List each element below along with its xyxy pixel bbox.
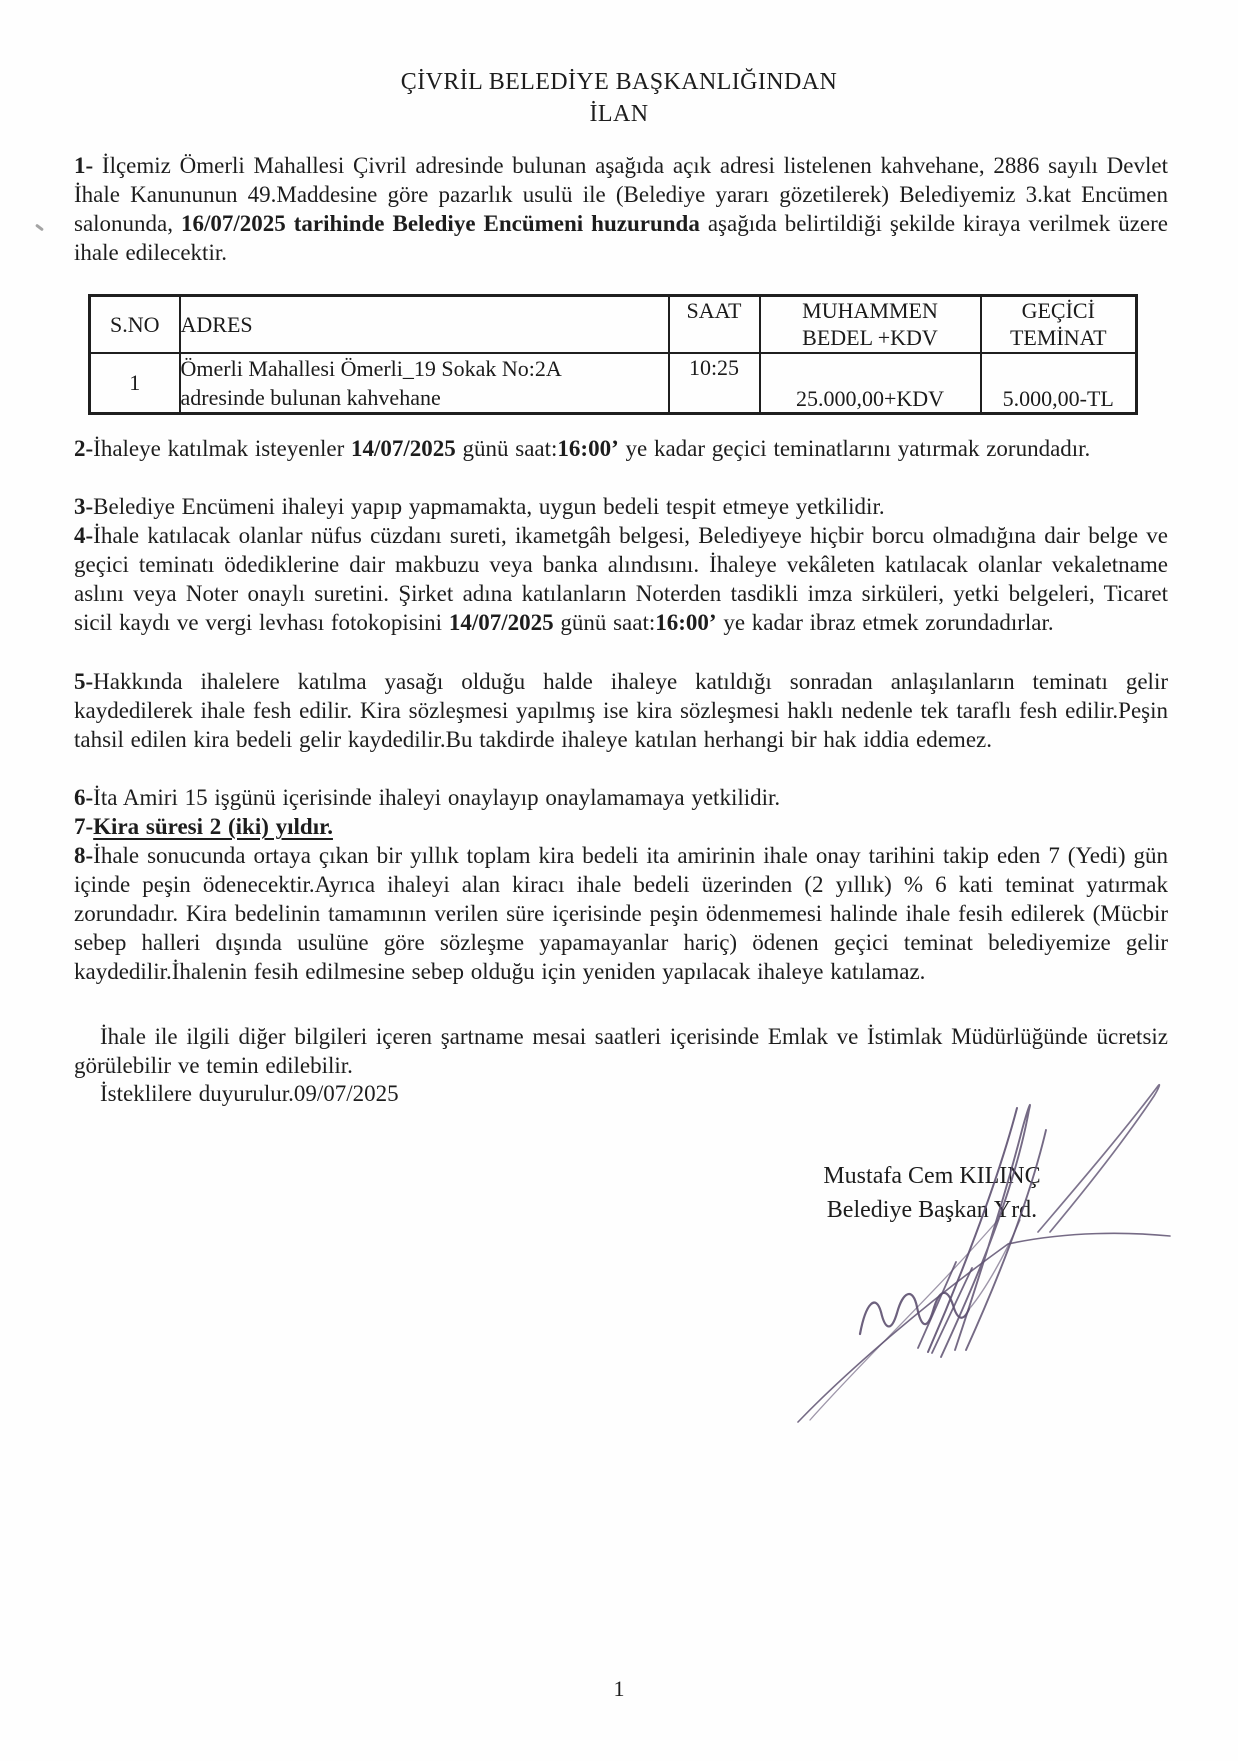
clause-1: 1- İlçemiz Ömerli Mahallesi Çivril adresinde bulunan aşağıda açık adresi listelenen kahvehane, 2886 sayılı Devlet İhale Kanununun 49.Maddesine göre pazarlık usulü ile (Belediye yararı gözetilerek) Belediyemiz 3.kat Encümen salonunda, 16/07/2025 tarihinde Belediye Encümeni huzurunda aşağıda belirtildiği şekilde kiraya verilmek üzere ihale edilecektir. [74,153,1168,265]
announcement-line: İsteklilere duyurulur.09/07/2025 [100,1081,399,1106]
cell-temporary-deposit: 5.000,00-TL [981,353,1137,414]
document-subtitle: İLAN [589,101,649,127]
cell-address-line1: Ömerli Mahallesi Ömerli_19 Sokak No:2A [180,355,562,381]
col-header-teminat-line1: GEÇİCİ [1021,298,1095,324]
col-header-teminat-line2: TEMİNAT [1009,325,1107,351]
col-header-gecici-teminat [981,296,1137,353]
cell-address [180,353,669,414]
signature-scribble [770,1050,1190,1440]
table-header-row [90,296,1137,353]
clause-6: 6-İta Amiri 15 işgünü içerisinde ihaleyi onaylayıp onaylamamaya yetkilidir. [74,785,781,810]
document-header [0,66,1238,130]
col-header-muhammen-line1: MUHAMMEN [802,298,938,324]
col-header-muhammen-line2: BEDEL +KDV [802,325,938,351]
signatory-title: Belediye Başkan Yrd. [826,1197,1038,1223]
page-number: 1 [613,1676,625,1701]
cell-estimated-price: 25.000,00+KDV [760,353,981,414]
clause-5: 5-Hakkında ihalelere katılma yasağı olduğu halde ihaleye katıldığı sonradan anlaşılanların teminatı gelir kaydedilerek ihale fesh edilir. Kira sözleşmesi yapılmış ise kira sözleşmesi haklı nedenle tek taraflı fesh edilir.Peşin tahsil edilen kira bedeli gelir kaydedilir.Bu takdirde ihaleye katılan herhangi bir hak iddia edemez. [74,669,1168,752]
cell-time: 10:25 [669,353,760,414]
clause-4: 4-İhale katılacak olanlar nüfus cüzdanı sureti, ikametgâh belgesi, Belediyeye hiçbir borcu olmadığına dair belge ve geçici teminatı ödediklerine dair makbuzu veya banka alındısını. İhaleye vekâleten katılacak olanlar vekaletname aslını veya Noter onaylı suretini. Şirket adına katılanların Noterden tasdikli imza sirküleri, yetki belgeleri, Ticaret sicil kaydı ve vergi levhası fotokopisini 14/07/2025 günü saat:16:00’ ye kadar ibraz etmek zorundadırlar. [74,523,1168,635]
scan-artifact [35,224,44,232]
col-header-muhammen-bedel [760,296,981,353]
signatory-name: Mustafa Cem KILINÇ [823,1163,1041,1189]
clause-8: 8-İhale sonucunda ortaya çıkan bir yıllık toplam kira bedeli ita amirinin ihale onay tarihini takip eden 7 (Yedi) gün içinde peşin ödenecektir.Ayrıca ihaleyi alan kiracı ihale bedeli üzerinden (2 yıllık) % 6 kati teminat yatırmak zorundadır. Kira bedelinin tamamının verilen süre içerisinde peşin ödenmemesi halinde ihale fesih edilerek (Mücbir sebep halleri dışında usulüne göre sözleşme yapamayanlar hariç) ödenen geçici teminat belediyemize gelir kaydedilir.İhalenin fesih edilmesine sebep olduğu için yeniden yapılacak ihaleye katılamaz. [74,843,1168,984]
col-header-sno: S.NO [90,296,180,353]
cell-serial-no: 1 [90,353,180,414]
document-title: ÇİVRİL BELEDİYE BAŞKANLIĞINDAN [400,69,838,95]
closing-paragraph: İhale ile ilgili diğer bilgileri içeren şartname mesai saatleri içerisinde Emlak ve İstimlak Müdürlüğünde ücretsiz görülebilir ve temin edilebilir. [74,1024,1168,1078]
col-header-saat: SAAT [669,296,760,353]
clause-3: 3-Belediye Encümeni ihaleyi yapıp yapmamakta, uygun bedeli tespit etmeye yetkilidir. [74,494,885,519]
auction-table [88,294,1138,415]
clause-7: 7-Kira süresi 2 (iki) yıldır. [74,814,333,839]
table-row [90,353,1137,414]
clause-2: 2-İhaleye katılmak isteyenler 14/07/2025 günü saat:16:00’ ye kadar geçici teminatlarını yatırmak zorundadır. [74,436,1091,461]
cell-address-line2: adresinde bulunan kahvehane [180,384,441,410]
col-header-adres: ADRES [180,296,669,353]
